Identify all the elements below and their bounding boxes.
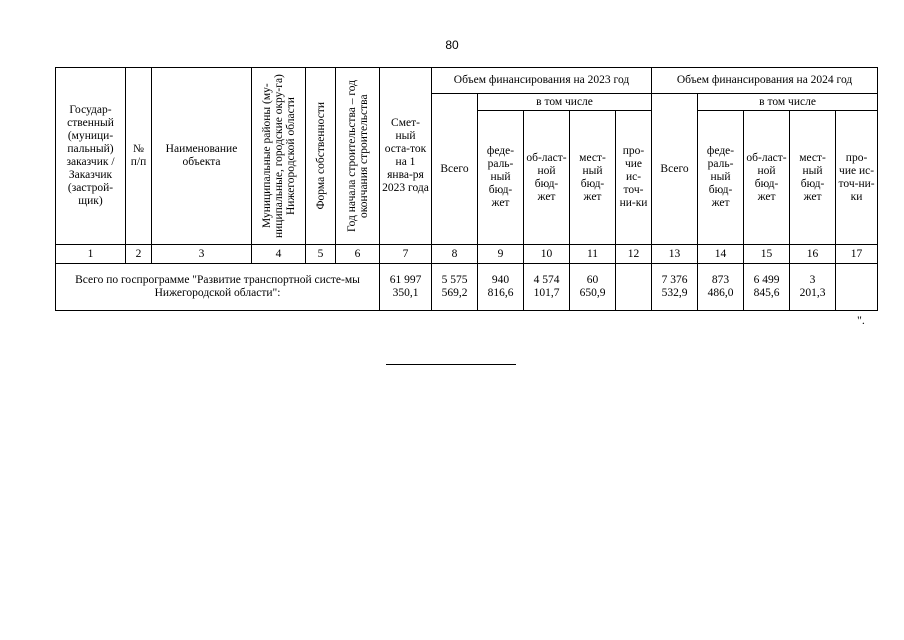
column-number: 15 (744, 245, 790, 264)
page-number: 80 (445, 38, 459, 52)
total-2024-regional-line2: 845,6 (753, 287, 780, 299)
column-number: 10 (524, 245, 570, 264)
total-2023-other (616, 264, 652, 311)
header-years (336, 68, 380, 245)
header-2023-including: в том числе (478, 94, 652, 111)
column-number: 7 (380, 245, 432, 264)
header-2024-local: мест-ный бюд-жет (790, 111, 836, 245)
total-2024-local-line1: 3 (809, 274, 816, 286)
column-number: 1 (56, 245, 126, 264)
column-numbers-row (56, 245, 878, 264)
column-number: 2 (126, 245, 152, 264)
total-2024-sum (652, 264, 698, 311)
header-2023-regional: об-ласт-ной бюд-жет (524, 111, 570, 245)
total-2023-sum-line2: 569,2 (441, 287, 468, 299)
header-customer: Государ-ственный (муници-пальный) заказчик / Заказчик (застрой-щик) (56, 68, 126, 245)
total-2024-sum-line1: 7 376 (661, 274, 688, 286)
total-2024-other (836, 264, 878, 311)
header-districts (252, 68, 306, 245)
header-2024-total: Всего (652, 94, 698, 245)
header-years-text: Год начала строительства – год окончания строительства (345, 79, 370, 233)
header-2024-including: в том числе (698, 94, 878, 111)
column-number: 9 (478, 245, 524, 264)
header-estimate: Смет-ный оста-ток на 1 янва-ря 2023 года (380, 68, 432, 245)
total-2023-federal-line2: 816,6 (487, 287, 514, 299)
column-number: 5 (306, 245, 336, 264)
column-number: 13 (652, 245, 698, 264)
header-2023-total: Всего (432, 94, 478, 245)
total-2024-federal-line2: 486,0 (707, 287, 734, 299)
separator-line (386, 364, 516, 365)
total-2023-local (570, 264, 616, 311)
closing-quote: ". (857, 313, 865, 327)
total-row-label: Всего по госпрограмме "Развитие транспортной систе-мы Нижегородской области": (56, 264, 380, 311)
total-2024-regional (744, 264, 790, 311)
total-2023-sum (432, 264, 478, 311)
header-object-name: Наименование объекта (152, 68, 252, 245)
column-number: 4 (252, 245, 306, 264)
header-districts-text: Муниципальные районы (му-ниципальные, городские окру-га) Нижегородской области (260, 74, 297, 238)
total-2023-regional (524, 264, 570, 311)
column-number: 12 (616, 245, 652, 264)
total-2023-local-line2: 650,9 (579, 287, 606, 299)
column-number: 3 (152, 245, 252, 264)
total-2023-local-line1: 60 (586, 274, 599, 286)
column-number: 11 (570, 245, 616, 264)
funding-table (55, 67, 878, 311)
total-2023-regional-line2: 101,7 (533, 287, 560, 299)
header-2024-other: про-чие ис-точ-ни-ки (836, 111, 878, 245)
total-estimate-line1: 61 997 (389, 274, 422, 286)
header-funding-2023: Объем финансирования на 2023 год (432, 68, 652, 94)
header-2023-other: про-чие ис-точ-ни-ки (616, 111, 652, 245)
total-2024-regional-line1: 6 499 (753, 274, 780, 286)
header-ownership (306, 68, 336, 245)
total-estimate-line2: 350,1 (392, 287, 419, 299)
header-number: № п/п (126, 68, 152, 245)
total-2023-regional-line1: 4 574 (533, 274, 560, 286)
total-2023-federal-line1: 940 (491, 274, 510, 286)
total-2024-federal (698, 264, 744, 311)
column-number: 6 (336, 245, 380, 264)
total-2024-sum-line2: 532,9 (661, 287, 688, 299)
total-2024-local (790, 264, 836, 311)
total-2024-local-line2: 201,3 (799, 287, 826, 299)
column-number: 14 (698, 245, 744, 264)
header-funding-2024: Объем финансирования на 2024 год (652, 68, 878, 94)
header-ownership-text: Форма собственности (314, 102, 327, 210)
total-row (56, 264, 878, 311)
column-number: 8 (432, 245, 478, 264)
header-2024-federal: феде-раль-ный бюд-жет (698, 111, 744, 245)
header-2023-local: мест-ный бюд-жет (570, 111, 616, 245)
total-2024-federal-line1: 873 (711, 274, 730, 286)
column-number: 17 (836, 245, 878, 264)
total-2023-federal (478, 264, 524, 311)
total-estimate (380, 264, 432, 311)
header-2024-regional: об-ласт-ной бюд-жет (744, 111, 790, 245)
header-2023-federal: феде-раль-ный бюд-жет (478, 111, 524, 245)
column-number: 16 (790, 245, 836, 264)
total-2023-sum-line1: 5 575 (441, 274, 468, 286)
